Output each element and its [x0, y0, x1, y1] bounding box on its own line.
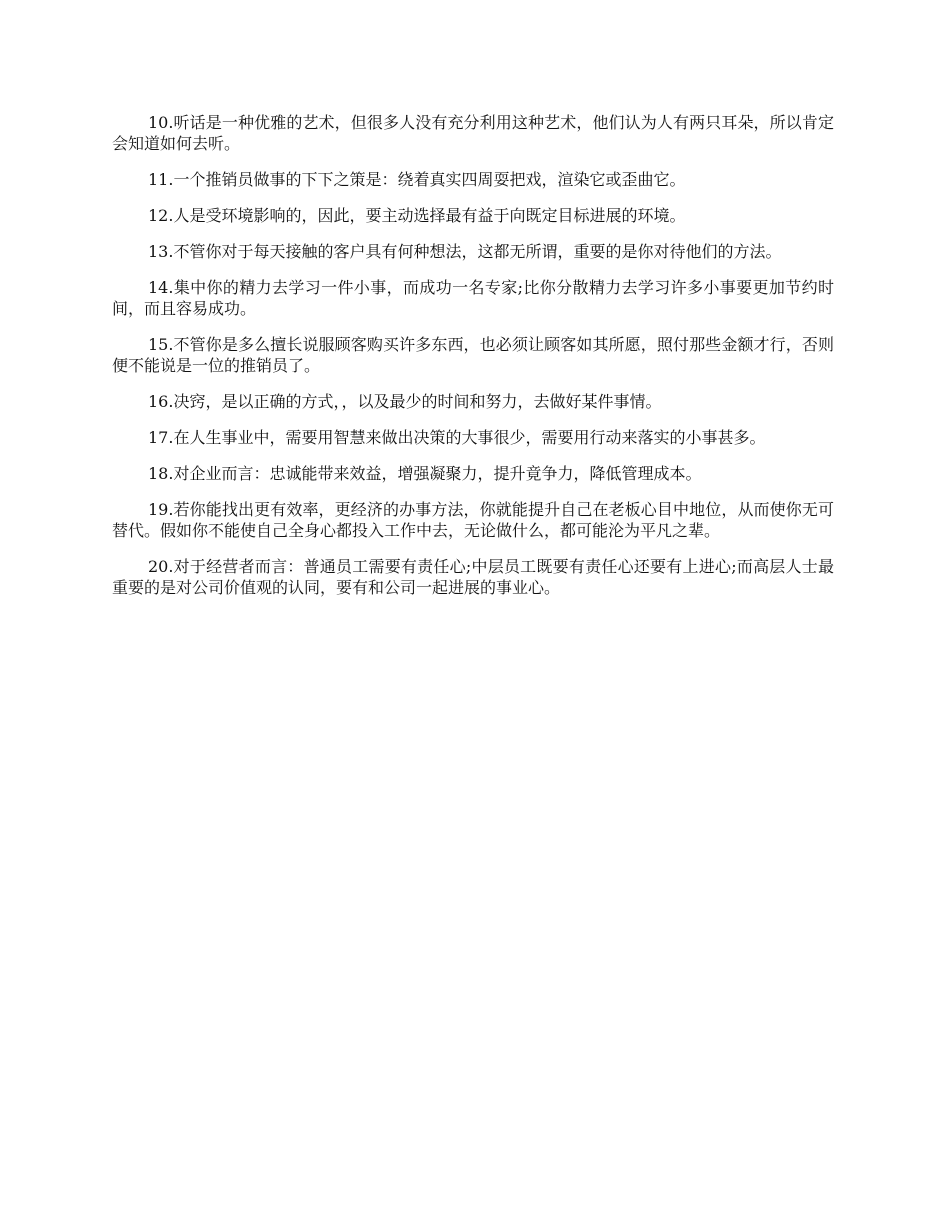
document-body — [112, 112, 834, 613]
paragraph-19: 19.若你能找出更有效率，更经济的办事方法，你就能提升自己在老板心目中地位，从而使你无可替代。假如你不能使自己全身心都投入工作中去，无论做什么，都可能沦为平凡之辈。 — [112, 500, 834, 540]
paragraph-20: 20.对于经营者而言：普通员工需要有责任心;中层员工既要有责任心还要有上进心;而高层人士最重要的是对公司价值观的认同，要有和公司一起进展的事业心。 — [112, 557, 834, 597]
paragraph-11: 11.一个推销员做事的下下之策是：绕着真实四周耍把戏，渲染它或歪曲它。 — [148, 170, 686, 189]
paragraph-18: 18.对企业而言：忠诚能带来效益，增强凝聚力，提升竟争力，降低管理成本。 — [148, 464, 702, 483]
paragraph-12: 12.人是受环境影响的，因此，要主动选择最有益于向既定目标进展的环境。 — [148, 206, 686, 225]
paragraph-16: 16.决窍，是以正确的方式，，以及最少的时间和努力，去做好某件事情。 — [148, 392, 662, 411]
paragraph-13: 13.不管你对于每天接触的客户具有何种想法，这都无所谓，重要的是你对待他们的方法。 — [148, 242, 782, 261]
paragraph-15: 15.不管你是多么擅长说服顾客购买许多东西，也必须让顾客如其所愿，照付那些金额才行，否则便不能说是一位的推销员了。 — [112, 335, 834, 375]
paragraph-10: 10.听话是一种优雅的艺术，但很多人没有充分利用这种艺术，他们认为人有两只耳朵，所以肯定会知道如何去听。 — [112, 113, 834, 153]
paragraph-14: 14.集中你的精力去学习一件小事，而成功一名专家;比你分散精力去学习许多小事要更加节约时间，而且容易成功。 — [112, 278, 834, 318]
paragraph-17: 17.在人生事业中，需要用智慧来做出决策的大事很少，需要用行动来落实的小事甚多。 — [148, 428, 766, 447]
